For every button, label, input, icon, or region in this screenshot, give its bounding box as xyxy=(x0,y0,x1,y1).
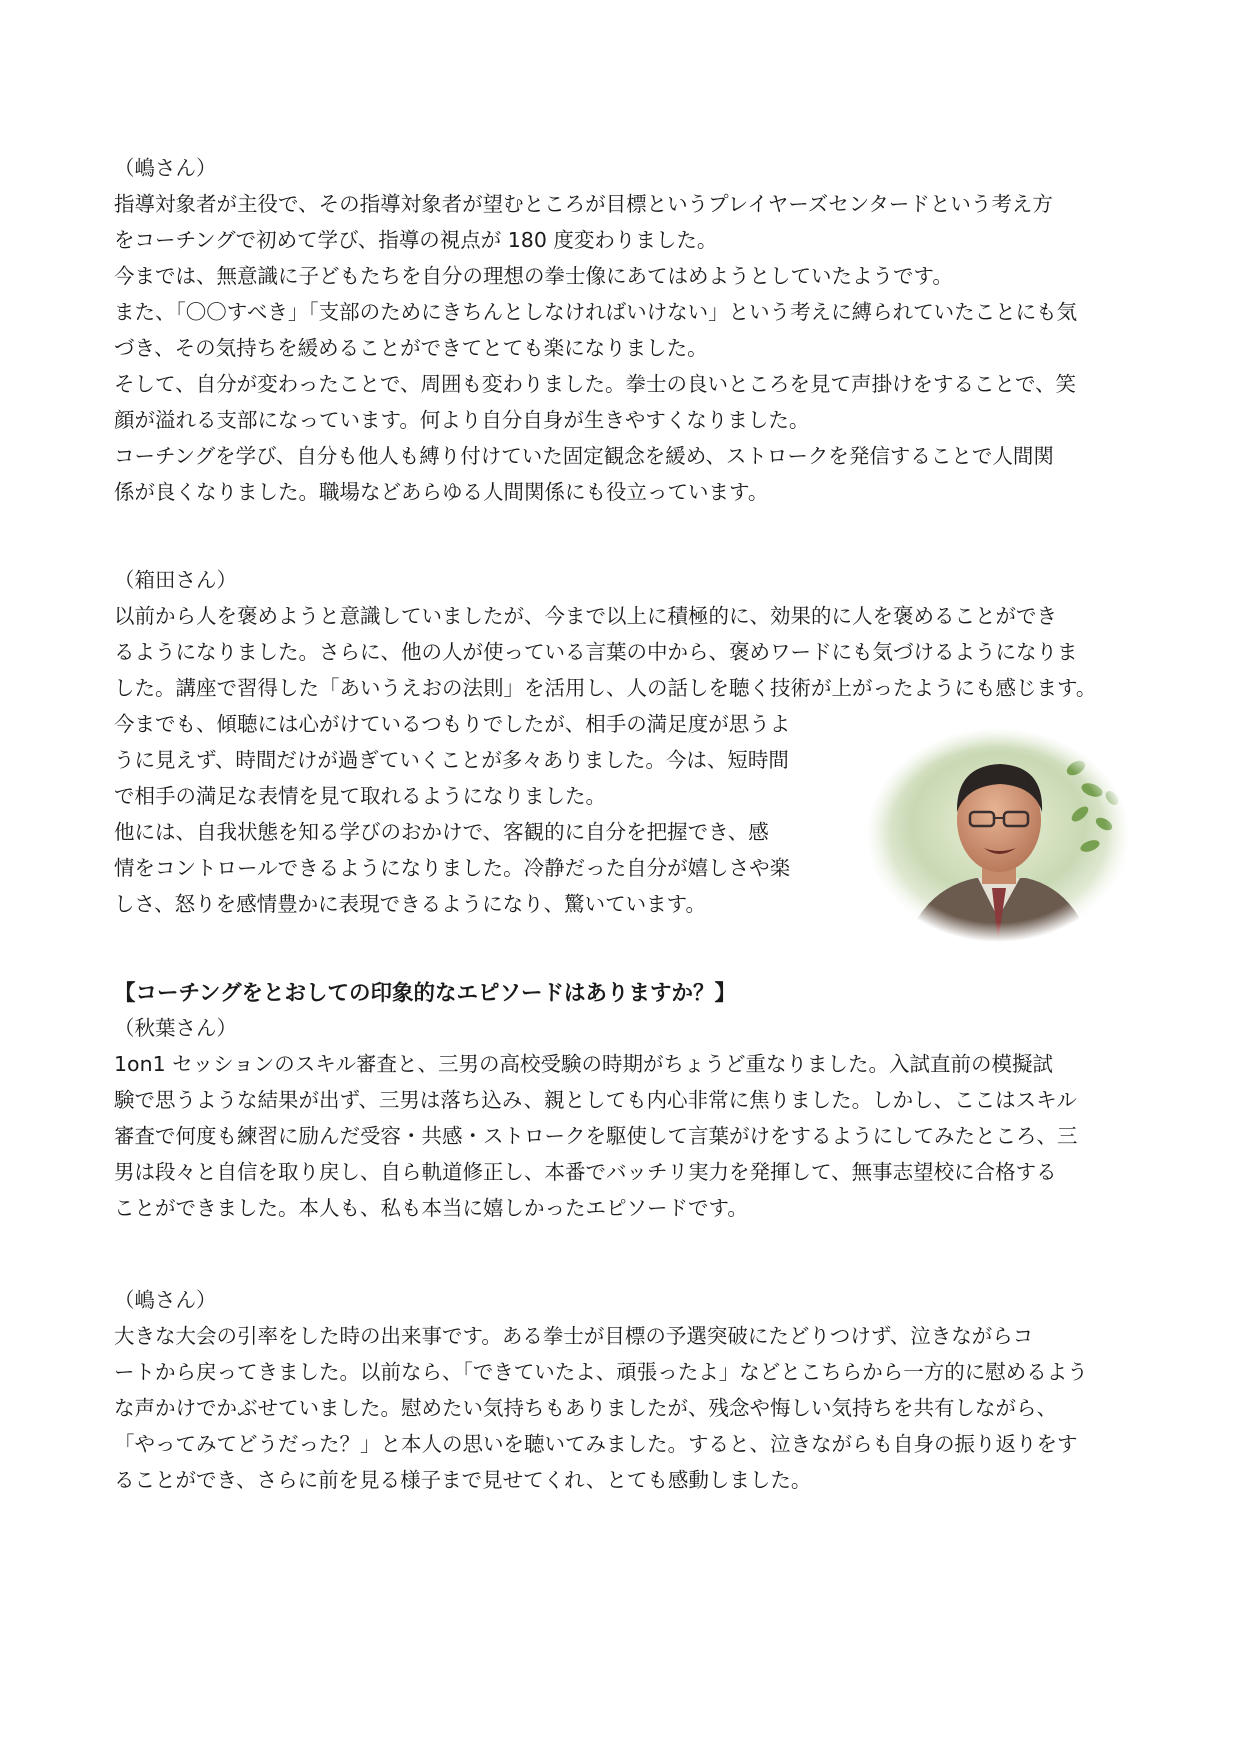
wrapped-text-area xyxy=(114,706,834,922)
speaker-label: （箱田さん） xyxy=(114,568,237,592)
paragraph-line: ることができ、さらに前を見る様子まで見せてくれ、とても感動しました。 xyxy=(114,1468,812,1492)
paragraph-line: 係が良くなりました。職場などあらゆる人間関係にも役立っています。 xyxy=(114,480,769,504)
paragraph-line: ことができました。本人も、私も本当に嬉しかったエピソードです。 xyxy=(114,1196,748,1220)
paragraph-line: ートから戻ってきました。以前なら、「できていたよ、頑張ったよ」などとこちらから一方的に慰めるよう xyxy=(114,1360,1088,1384)
speaker-label: （秋葉さん） xyxy=(114,1016,237,1040)
paragraph-line: うに見えず、時間だけが過ぎていくことが多々ありました。今は、短時間 xyxy=(114,748,789,772)
paragraph-line: で相手の満足な表情を見て取れるようになりました。 xyxy=(114,784,606,808)
paragraph-line: 情をコントロールできるようになりました。冷静だった自分が嬉しさや楽 xyxy=(114,856,791,880)
person-portrait-icon xyxy=(866,728,1130,942)
testimonial-shima-1 xyxy=(114,150,1134,510)
speaker-label: （嶋さん） xyxy=(114,156,217,180)
paragraph-line: 1on1 セッションのスキル審査と、三男の高校受験の時期がちょうど重なりました。入試直前の模擬試 xyxy=(114,1052,1054,1076)
speaker-label: （嶋さん） xyxy=(114,1288,217,1312)
question-heading-block xyxy=(114,976,1134,1012)
paragraph-line: 大きな大会の引率をした時の出来事です。ある拳士が目標の予選突破にたどりつけず、泣きながらコ xyxy=(114,1324,1034,1348)
paragraph-line: 顔が溢れる支部になっています。何より自分自身が生きやすくなりました。 xyxy=(114,408,810,432)
testimonial-shima-2 xyxy=(114,1282,1134,1498)
paragraph-line: そして、自分が変わったことで、周囲も変わりました。拳士の良いところを見て声掛けをすることで、笑 xyxy=(114,372,1077,396)
paragraph-line: 今までも、傾聴には心がけているつもりでしたが、相手の満足度が思うよ xyxy=(114,712,791,736)
paragraph-line: るようになりました。さらに、他の人が使っている言葉の中から、褒めワードにも気づけるようになりま xyxy=(114,640,1078,664)
paragraph-line: しさ、怒りを感情豊かに表現できるようになり、驚いています。 xyxy=(114,892,707,916)
paragraph-line: また、「〇〇すべき」「支部のためにきちんとしなければいけない」という考えに縛られていたことにも気 xyxy=(114,300,1078,324)
paragraph-line: 他には、自我状態を知る学びのおかけで、客観的に自分を把握でき、感 xyxy=(114,820,769,844)
paragraph-line: をコーチングで初めて学び、指導の視点が 180 度変わりました。 xyxy=(114,228,718,252)
paragraph-line: 男は段々と自信を取り戻し、自ら軌道修正し、本番でバッチリ実力を発揮して、無事志望校に合格する xyxy=(114,1160,1057,1184)
paragraph-line: な声かけでかぶせていました。慰めたい気持ちもありましたが、残念や悔しい気持ちを共有しながら、 xyxy=(114,1396,1057,1420)
question-heading: 【コーチングをとおしての印象的なエピソードはありますか？】 xyxy=(114,981,736,1006)
portrait-photo xyxy=(866,728,1130,942)
paragraph-line: コーチングを学び、自分も他人も縛り付けていた固定観念を緩め、ストロークを発信することで人間関 xyxy=(114,444,1054,468)
testimonial-akiba xyxy=(114,1010,1134,1226)
paragraph-line: づき、その気持ちを緩めることができてとても楽になりました。 xyxy=(114,336,708,360)
paragraph-line: 指導対象者が主役で、その指導対象者が望むところが目標というプレイヤーズセンタードという考え方 xyxy=(114,192,1053,216)
paragraph-line: 以前から人を褒めようと意識していましたが、今まで以上に積極的に、効果的に人を褒めることができ xyxy=(114,604,1057,628)
paragraph-line: 審査で何度も練習に励んだ受容・共感・ストロークを駆使して言葉がけをするようにしてみたところ、三 xyxy=(114,1124,1078,1148)
paragraph-line: した。講座で習得した「あいうえおの法則」を活用し、人の話しを聴く技術が上がったようにも感じます。 xyxy=(114,676,1097,700)
paragraph-line: 「やってみてどうだった？」と本人の思いを聴いてみました。すると、泣きながらも自身の振り返りをす xyxy=(114,1432,1078,1456)
paragraph-line: 験で思うような結果が出ず、三男は落ち込み、親としても内心非常に焦りました。しかし、ここはスキル xyxy=(114,1088,1077,1112)
paragraph-line: 今までは、無意識に子どもたちを自分の理想の拳士像にあてはめようとしていたようです。 xyxy=(114,264,953,288)
